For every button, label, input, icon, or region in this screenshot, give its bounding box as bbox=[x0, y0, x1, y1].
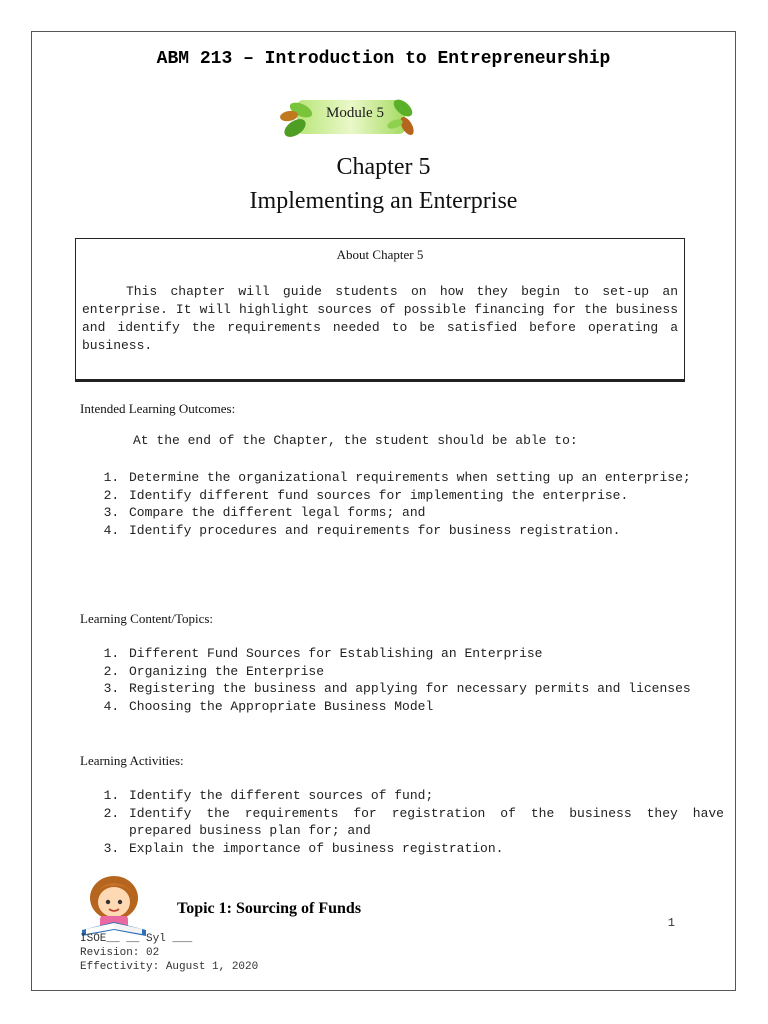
list-item: 3. Compare the different legal forms; and bbox=[127, 504, 724, 522]
about-heading: About Chapter 5 bbox=[336, 247, 424, 262]
footer-effectivity: Effectivity: August 1, 2020 bbox=[80, 961, 259, 973]
list-item: 1. Determine the organizational requirements when setting up an enterprise; bbox=[127, 469, 724, 487]
list-item: 4. Choosing the Appropriate Business Model bbox=[127, 698, 724, 716]
document-footer bbox=[80, 932, 258, 974]
list-item: 2. Identify the requirements for registration of the business they have prepared business plan for; and bbox=[127, 805, 724, 840]
activities-list bbox=[80, 787, 724, 857]
footer-revision: Revision: 02 bbox=[80, 947, 160, 959]
chapter-number: Chapter 5 bbox=[336, 154, 431, 180]
outcomes-list bbox=[80, 469, 724, 539]
outcomes-intro: At the end of the Chapter, the student should be able to: bbox=[133, 433, 578, 448]
document-page bbox=[31, 31, 736, 991]
list-item: 3. Explain the importance of business registration. bbox=[127, 840, 724, 858]
activities-heading: Learning Activities: bbox=[80, 753, 184, 768]
about-chapter-box bbox=[75, 238, 685, 380]
module-banner bbox=[279, 94, 419, 140]
topic-title: Topic 1: Sourcing of Funds bbox=[177, 900, 362, 917]
page-number: 1 bbox=[667, 916, 675, 930]
list-item: 3. Registering the business and applying for necessary permits and licenses bbox=[127, 680, 724, 698]
content-heading: Learning Content/Topics: bbox=[80, 611, 214, 626]
about-body: This chapter will guide students on how they begin to set-up an enterprise. It will highlight sources of possible financing for the business and identify the requirements needed to be satisfied before operating a business. bbox=[82, 284, 678, 353]
list-item: 4. Identify procedures and requirements for business registration. bbox=[127, 522, 724, 540]
module-label: Module 5 bbox=[326, 105, 384, 121]
course-title: ABM 213 – Introduction to Entrepreneurship bbox=[156, 49, 611, 69]
content-list bbox=[80, 645, 724, 715]
list-item: 1. Different Fund Sources for Establishing an Enterprise bbox=[127, 645, 724, 663]
footer-issue: ISOE__ __ Syl ___ bbox=[80, 933, 193, 945]
list-item: 2. Identify different fund sources for implementing the enterprise. bbox=[127, 487, 724, 505]
list-item: 2. Organizing the Enterprise bbox=[127, 663, 724, 681]
chapter-title: Implementing an Enterprise bbox=[249, 188, 518, 214]
list-item: 1. Identify the different sources of fund; bbox=[127, 787, 724, 805]
outcomes-heading: Intended Learning Outcomes: bbox=[80, 401, 236, 416]
